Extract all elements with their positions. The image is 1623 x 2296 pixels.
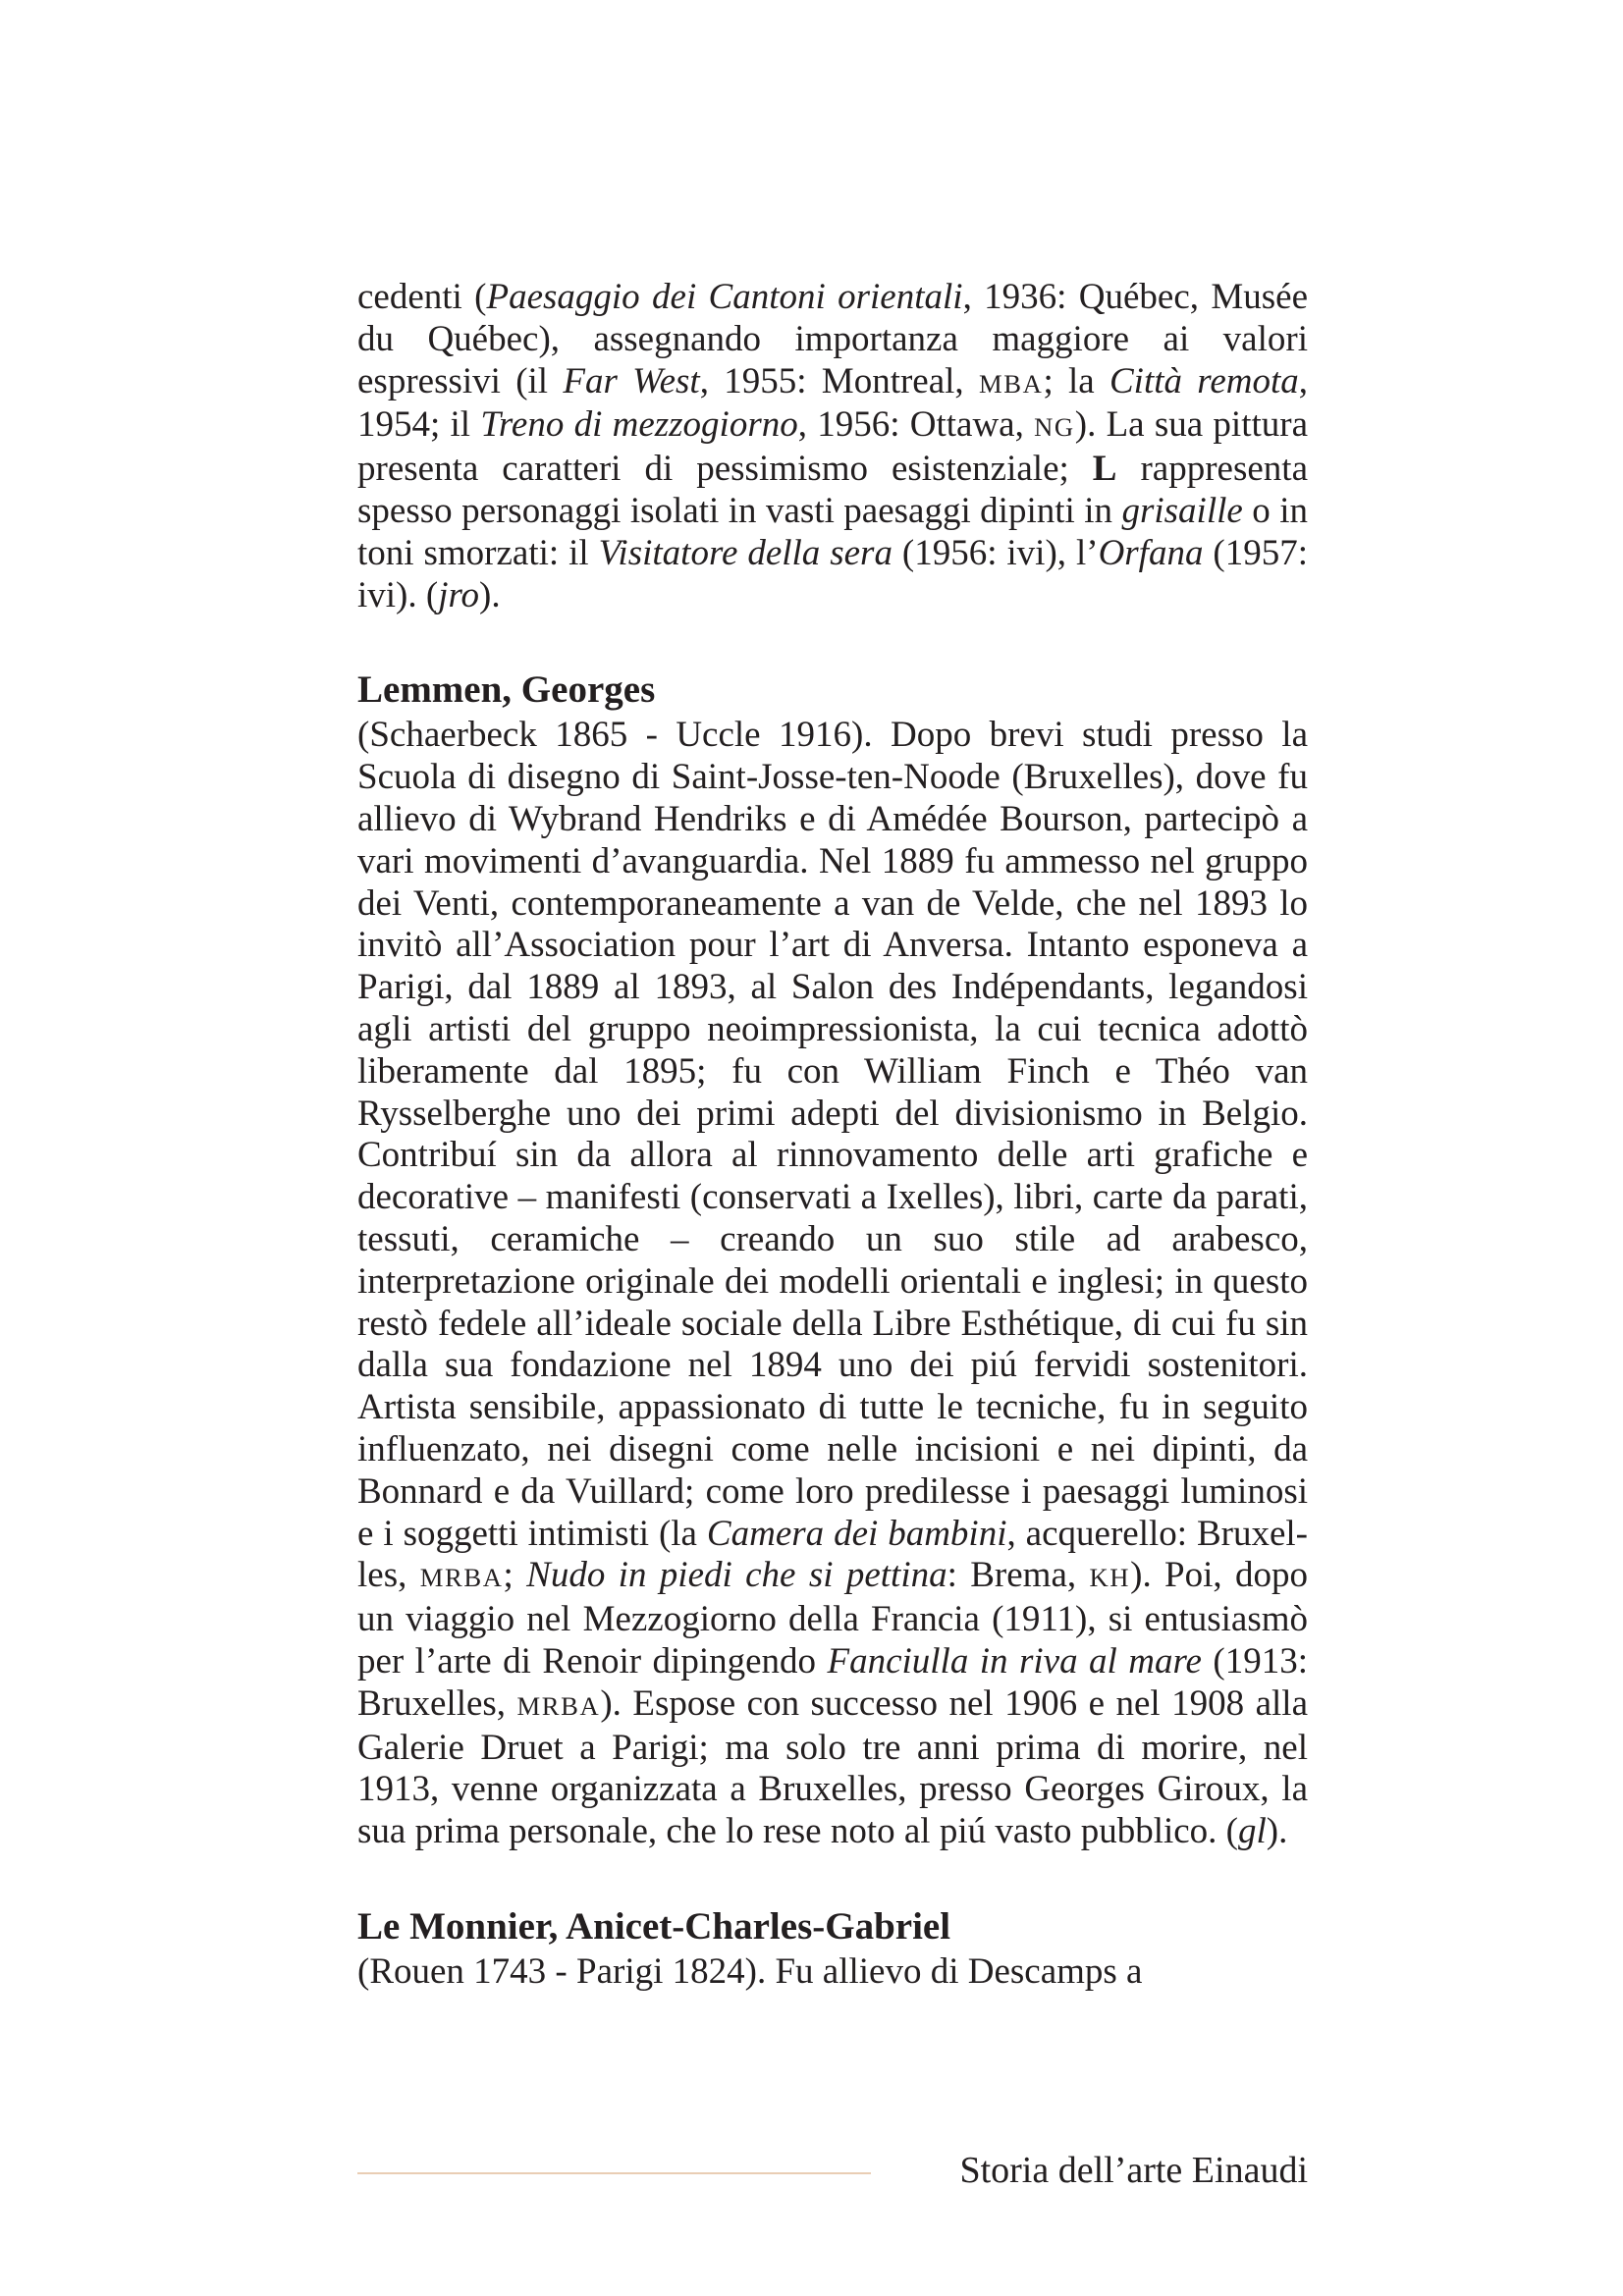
- text-run: ; la: [1043, 360, 1109, 401]
- continued-entry-text: [357, 277, 1308, 616]
- text-run: : Brema,: [947, 1555, 1090, 1596]
- entry-text-le-monnier: [357, 1951, 1308, 1994]
- text-run: ).: [1266, 1811, 1288, 1852]
- text-run: cedenti (: [357, 277, 487, 317]
- text-run: (Schaerbeck 1865 - Uccle 1916). Dopo brevi studi presso la Scuola di disegno di Saint-Josse-ten-Noode (Bruxelles), dove fu allievo di Wybrand Hendriks e di Amédée Bourson, partecipò a vari movimenti d’avanguardia. Nel 1889 fu ammesso nel gruppo dei Venti, contemporaneamente a van de Velde, che nel 1893 lo invitò all’Association pour l’art di Anversa. Intanto esponeva a Parigi, dal 1889 al 1893, al Salon des Indépendants, legandosi agli artisti del gruppo neoimpressionista, la cui tecnica adottò liberamente dal 1895; fu con William Finch e Théo van Rysselberghe uno dei primi adepti del divisionismo in Belgio. Contribuí sin da allora al rinnovamento delle arti grafiche e decorative – manifesti (conservati a Ixelles), libri, carte da parati, tessuti, ceramiche – creando un suo stile ad arabesco, interpretazione originale dei modelli orientali e inglesi; in questo restò fedele all’ideale sociale della Libre Esthétique, di cui fu sin dalla sua fondazione nel 1894 uno dei piú fervidi sostenitori. Artista sensibile, appassionato di tutte le tecniche, fu in seguito influenzato, nei disegni come nelle incisioni e nei dipinti, da Bonnard e da Vuillard; come loro predilesse i paesaggi luminosi e i soggetti intimisti (la: [357, 715, 1308, 1554]
- text-run: (1913: Bruxelles,: [357, 1640, 1308, 1724]
- text-run: MBA: [978, 368, 1044, 399]
- text-run: NG: [1034, 412, 1075, 443]
- page-footer: [357, 2146, 1308, 2195]
- text-run: (1956: ivi), l’: [892, 532, 1099, 573]
- text-run: Fanciulla in riva al mare: [827, 1640, 1202, 1682]
- text-run: (Rouen 1743 - Parigi 1824). Fu allievo di Descamps a: [357, 1950, 1143, 1992]
- text-run: ). Espose con successo nel 1906 e nel 1908 alla Galerie Druet a Parigi; ma solo tre anni prima di morire, nel 1913, venne organizzata a Bruxelles, presso Georges Giroux, la sua prima personale, che lo rese noto al piú vasto pubblico. (: [357, 1682, 1308, 1852]
- text-run: MRBA: [516, 1690, 601, 1721]
- entry-text-lemmen: [357, 715, 1308, 1853]
- footer-rule: [357, 2172, 871, 2174]
- text-run: MRBA: [419, 1563, 504, 1593]
- entry-heading-le-monnier: Le Monnier, Anicet-Charles-Gabriel: [357, 1904, 951, 1948]
- text-run: L: [1092, 449, 1117, 490]
- text-run: , 1936: Québec, Musée du Québec), assegnando importanza maggiore ai valori espressivi (il: [357, 277, 1308, 401]
- text-run: Camera dei bambini: [706, 1513, 1007, 1554]
- text-run: , acquerello: Bruxelles,: [357, 1513, 1308, 1596]
- text-run: Paesaggio dei Cantoni orientali: [486, 277, 963, 317]
- text-run: o in toni smorzati: il: [357, 490, 1308, 573]
- text-run: ).: [479, 574, 501, 615]
- text-run: (1957: ivi). (: [357, 532, 1308, 615]
- text-run: Far West: [563, 360, 700, 401]
- text-run: ). La sua pittura presenta caratteri di pessimismo esistenziale;: [357, 404, 1309, 490]
- text-run: Treno di mezzogiorno: [480, 404, 798, 446]
- footer-title: Storia dell’arte Einaudi: [959, 2150, 1308, 2191]
- text-run: grisaille: [1121, 490, 1243, 531]
- text-run: , 1956: Ottawa,: [797, 404, 1035, 446]
- text-run: Città remota: [1109, 360, 1299, 401]
- entry-heading-lemmen: Lemmen, Georges: [357, 668, 656, 712]
- text-run: jro: [438, 574, 480, 615]
- text-run: gl: [1238, 1811, 1267, 1852]
- text-column: [357, 277, 1308, 1994]
- text-run: Visitatore della sera: [598, 532, 893, 573]
- text-run: , 1954; il: [357, 360, 1309, 446]
- text-run: KH: [1089, 1563, 1131, 1593]
- text-run: ). Poi, dopo un viaggio nel Mezzogiorno della Francia (1911), si entusiasmò per l’arte di Renoir dipingendo: [357, 1555, 1309, 1682]
- text-run: Orfana: [1098, 532, 1204, 573]
- text-run: Nudo in piedi che si pettina: [526, 1555, 947, 1596]
- text-run: , 1955: Montreal,: [699, 360, 979, 401]
- text-run: rappresenta spesso personaggi isolati in vasti paesaggi dipinti in: [357, 449, 1309, 531]
- text-run: ;: [503, 1555, 527, 1596]
